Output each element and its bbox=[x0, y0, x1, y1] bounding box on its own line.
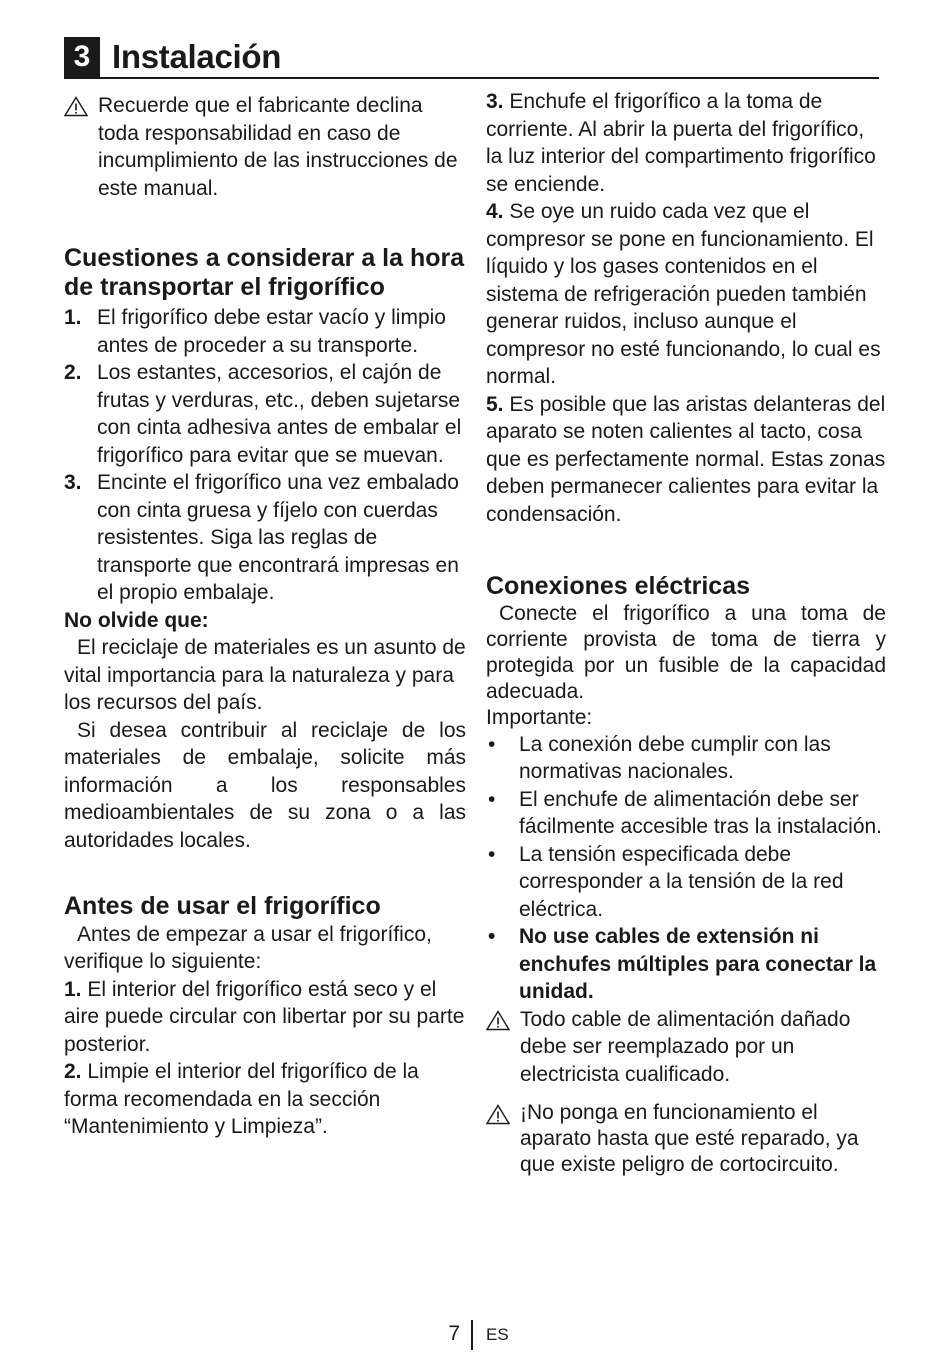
transport-heading: Cuestiones a considerar a la hora de transportar el frigorífico bbox=[64, 244, 465, 301]
bullet-text: No use cables de extensión ni enchufes múltiples para conectar la unidad. bbox=[519, 925, 877, 1003]
bullet-item bbox=[486, 731, 886, 786]
item-number: 3. bbox=[486, 90, 504, 113]
transport-list bbox=[64, 304, 466, 607]
bullet-icon: • bbox=[488, 842, 496, 866]
warning-note bbox=[486, 1006, 886, 1089]
bullet-item bbox=[486, 786, 886, 841]
item-text: Los estantes, accesorios, el cajón de frutas y verduras, etc., deben sujetarse con cinta adhesiva antes de embalar el frigorífico para evitar que se muevan. bbox=[97, 361, 462, 467]
warning-icon bbox=[486, 1010, 510, 1031]
bullet-text: La conexión debe cumplir con las normativas nacionales. bbox=[519, 732, 831, 783]
item-number: 2. bbox=[64, 361, 82, 384]
recycling-paragraph-2: Si desea contribuir al reciclaje de los materiales de embalaje, solicite más información a los responsables medioambientales de su zona o a las autoridades locales. bbox=[64, 718, 466, 852]
right-column bbox=[486, 88, 886, 1178]
recycling-paragraph-1: El reciclaje de materiales es un asunto de vital importancia para la naturaleza y para los recursos del país. bbox=[64, 636, 466, 714]
before-use-item bbox=[486, 391, 886, 529]
warning-text: Recuerde que el fabricante declina toda responsabilidad en caso de incumplimiento de las instrucciones de este manual. bbox=[98, 94, 458, 200]
warning-icon bbox=[64, 96, 88, 117]
item-number: 3. bbox=[64, 471, 82, 494]
item-text: El interior del frigorífico está seco y el aire puede circular con libertar por su parte posterior. bbox=[64, 977, 465, 1056]
warning-text: ¡No ponga en funcionamiento el aparato hasta que esté reparado, ya que existe peligro de cortocircuito. bbox=[520, 1101, 859, 1176]
item-text: Se oye un ruido cada vez que el compresor se pone en funcionamiento. El líquido y los gases contenidos en el sistema de refrigeración pueden también generar ruidos, incluso aunque el compresor no esté funcionando, lo cual es normal. bbox=[486, 200, 881, 388]
item-text: El frigorífico debe estar vacío y limpio antes de proceder a su transporte. bbox=[97, 306, 446, 357]
bullet-icon: • bbox=[488, 732, 496, 756]
warning-text: Todo cable de alimentación dañado debe ser reemplazado por un electricista cualificado. bbox=[520, 1007, 851, 1086]
electrical-intro: Conecte el frigorífico a una toma de corriente provista de toma de tierra y protegida por un fusible de la capacidad adecuada. bbox=[486, 601, 886, 703]
item-number: 2. bbox=[64, 1060, 82, 1083]
bullet-item bbox=[486, 841, 886, 924]
before-use-item bbox=[486, 198, 886, 391]
item-text: Limpie el interior del frigorífico de la forma recomendada en la sección “Mantenimiento y Limpieza”. bbox=[64, 1060, 419, 1138]
bullet-text: La tensión especificada debe corresponder a la tensión de la red eléctrica. bbox=[519, 842, 844, 921]
before-use-intro: Antes de empezar a usar el frigorífico, verifique lo siguiente: bbox=[64, 922, 432, 973]
left-column bbox=[64, 92, 466, 1141]
page-number: 7 bbox=[448, 1322, 460, 1345]
before-use-item bbox=[486, 88, 886, 198]
list-item bbox=[64, 304, 466, 359]
remember-label: No olvide que: bbox=[64, 608, 209, 632]
item-number: 1. bbox=[64, 977, 82, 1001]
bullet-icon: • bbox=[488, 787, 496, 811]
before-use-item bbox=[64, 976, 466, 1059]
before-use-item bbox=[64, 1058, 466, 1141]
item-number: 5. bbox=[486, 392, 504, 416]
item-text: Enchufe el frigorífico a la toma de corriente. Al abrir la puerta del frigorífico, la luz interior del compartimento frigorífico se enciende. bbox=[486, 90, 876, 196]
bullet-item bbox=[486, 923, 886, 1006]
language-code: ES bbox=[486, 1325, 509, 1344]
warning-note bbox=[486, 1100, 886, 1178]
chapter-header bbox=[64, 37, 879, 79]
electrical-bullets bbox=[486, 731, 886, 1006]
item-text: Encinte el frigorífico una vez embalado con cinta gruesa y fíjelo con cuerdas resistentes. Siga las reglas de transporte que encontrará impresas en el propio embalaje. bbox=[97, 471, 459, 604]
footer-divider bbox=[471, 1320, 473, 1350]
item-text: Es posible que las aristas delanteras del aparato se noten calientes al tacto, cosa que es perfectamente normal. Estas zonas deben permanecer calientes para evitar la condensación. bbox=[486, 392, 886, 526]
chapter-title: Instalación bbox=[112, 38, 282, 75]
item-number: 4. bbox=[486, 200, 504, 223]
item-number: 1. bbox=[64, 306, 82, 329]
warning-icon bbox=[486, 1104, 510, 1125]
important-label: Importante: bbox=[486, 705, 593, 729]
list-item bbox=[64, 359, 466, 469]
bullet-text: El enchufe de alimentación debe ser fácilmente accesible tras la instalación. bbox=[519, 787, 883, 838]
before-use-heading: Antes de usar el frigorífico bbox=[64, 892, 381, 920]
warning-note bbox=[64, 92, 466, 202]
chapter-number: 3 bbox=[64, 37, 100, 77]
bullet-icon: • bbox=[488, 925, 496, 948]
electrical-heading: Conexiones eléctricas bbox=[486, 572, 751, 600]
list-item bbox=[64, 469, 466, 607]
